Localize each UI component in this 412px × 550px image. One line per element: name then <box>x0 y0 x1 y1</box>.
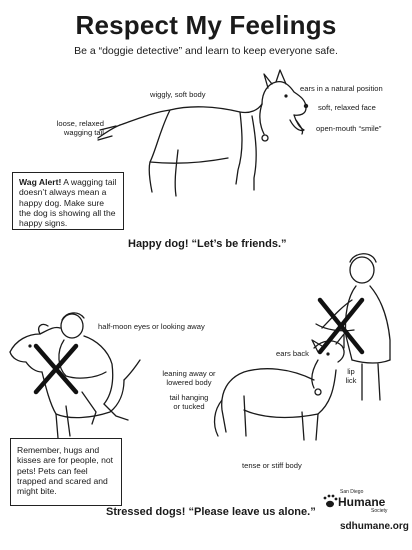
label-tail-hanging-line2: or tucked <box>173 402 205 411</box>
label-ears-natural: ears in a natural position <box>300 84 383 93</box>
label-ears-back: ears back <box>276 349 309 358</box>
happy-dog-illustration <box>98 70 308 196</box>
label-half-moon-eyes: half-moon eyes or looking away <box>98 322 205 331</box>
label-tail-line1: loose, relaxed <box>56 119 104 128</box>
happy-caption: Happy dog! “Let’s be friends.” <box>128 238 287 250</box>
label-tense-body: tense or stiff body <box>242 461 302 470</box>
logo-sub-text: Society <box>371 508 388 514</box>
label-wiggly-body: wiggly, soft body <box>150 90 206 99</box>
wag-alert-heading: Wag Alert! <box>19 177 62 187</box>
label-tail-line2: wagging tail <box>63 128 104 137</box>
page-title: Respect My Feelings <box>75 10 337 40</box>
label-open-mouth: open-mouth “smile” <box>316 124 382 133</box>
hugged-dog-illustration <box>10 313 140 438</box>
wag-alert-text: A wagging tail doesn’t always mean a happy dog. Make sure the dog is showing all the happy signs. <box>19 177 117 229</box>
paw-icon <box>324 495 338 508</box>
page-subtitle: Be a “doggie detective” and learn to keep everyone safe. <box>74 45 338 57</box>
stressed-caption: Stressed dogs! “Please leave us alone.” <box>106 506 316 518</box>
label-leaning-line1: leaning away or <box>162 369 216 378</box>
stressed-dog-illustration <box>215 254 390 440</box>
label-leaning-line2: lowered body <box>166 378 212 387</box>
label-lip-line1: lip <box>347 367 355 376</box>
label-lip-line2: lick <box>345 376 357 385</box>
wag-alert-box <box>12 172 124 230</box>
label-tail-hanging-line1: tail hanging <box>169 393 209 402</box>
reminder-box: Remember, hugs and kisses are for people, not pets! Pets can feel trapped and scared and might bite. <box>10 438 122 506</box>
logo-main-text: Humane <box>338 495 386 509</box>
label-relaxed-face: soft, relaxed face <box>318 103 376 112</box>
logo-small-text: San Diego <box>340 489 364 495</box>
website-link[interactable]: sdhumane.org <box>340 521 409 532</box>
